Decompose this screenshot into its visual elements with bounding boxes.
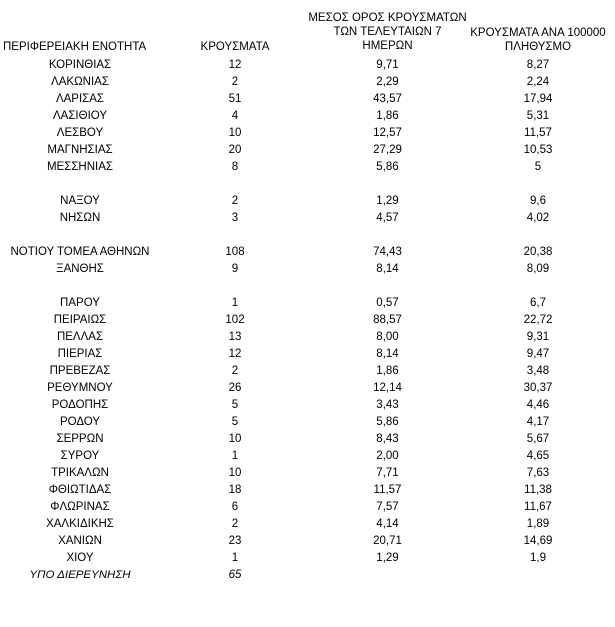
table-row: [0, 431, 615, 448]
cell-cases-per-100000: 11,57: [524, 127, 552, 139]
cell-seven-day-average: 88,57: [373, 314, 402, 326]
header-avg-line: ΜΕΣΟΣ ΟΡΟΣ ΚΡΟΥΣΜΑΤΩΝ: [308, 12, 467, 24]
cell-cases-per-100000: 10,53: [523, 144, 553, 156]
cell-cases: 10: [228, 467, 242, 479]
table-row: [0, 74, 615, 91]
cell-cases-per-100000: 8,27: [526, 59, 550, 71]
cell-seven-day-average: 27,29: [373, 144, 402, 156]
cell-region: ΣΥΡΟΥ: [60, 450, 100, 462]
header-seven-day-average: [300, 11, 475, 53]
cell-cases-per-100000: 4,02: [526, 212, 550, 224]
table-row: [0, 465, 615, 482]
header-avg-line: ΤΩΝ ΤΕΛΕΥΤΑΙΩΝ 7: [333, 26, 442, 38]
cell-cases-per-100000: 1,89: [526, 518, 550, 530]
cell-cases: 1: [231, 297, 239, 309]
cell-cases-per-100000: 9,47: [526, 348, 550, 360]
cell-cases-per-100000: 11,38: [524, 484, 552, 496]
cell-cases: 65: [228, 569, 242, 581]
cell-seven-day-average: 8,14: [376, 348, 399, 360]
cell-cases: 2: [231, 518, 239, 530]
cell-region: ΧΙΟΥ: [66, 552, 94, 564]
cell-cases-per-100000: 4,65: [526, 450, 550, 462]
cell-cases: 1: [231, 450, 239, 462]
cell-cases: 13: [228, 331, 242, 343]
cell-seven-day-average: 1,86: [376, 110, 399, 122]
cell-seven-day-average: 0,57: [376, 297, 399, 309]
table-row: [0, 193, 615, 210]
spacer-row: [0, 227, 615, 244]
cell-seven-day-average: 4,57: [376, 212, 399, 224]
cell-cases-per-100000: 2,24: [526, 76, 550, 88]
cell-seven-day-average: 5,86: [376, 161, 399, 173]
cell-seven-day-average: 1,29: [376, 552, 399, 564]
cell-region: ΜΑΓΝΗΣΙΑΣ: [47, 144, 113, 156]
table-row: [0, 244, 615, 261]
cell-cases-per-100000: 6,7: [530, 297, 546, 309]
table-row: [0, 567, 615, 584]
cell-cases: 20: [228, 144, 242, 156]
cell-seven-day-average: 43,57: [373, 93, 402, 105]
cell-cases-per-100000: 4,46: [526, 399, 550, 411]
header-region: ΠΕΡΙΦΕΡΕΙΑΚΗ ΕΝΟΤΗΤΑ: [3, 41, 147, 53]
cell-region: ΝΟΤΙΟΥ ΤΟΜΕΑ ΑΘΗΝΩΝ: [10, 246, 150, 258]
cell-region: ΤΡΙΚΑΛΩΝ: [51, 467, 109, 479]
cell-region: ΡΟΔΟΠΗΣ: [51, 399, 109, 411]
header-cases-per-100000: [458, 26, 615, 54]
table-row: [0, 499, 615, 516]
cell-seven-day-average: 1,86: [376, 365, 399, 377]
cell-cases-per-100000: 5: [534, 161, 542, 173]
cell-seven-day-average: 8,43: [376, 433, 399, 445]
table-row: [0, 108, 615, 125]
header-cases: ΚΡΟΥΣΜΑΤΑ: [200, 41, 270, 53]
cell-region: ΠΕΙΡΑΙΩΣ: [53, 314, 107, 326]
table-row: [0, 125, 615, 142]
cell-seven-day-average: 4,14: [376, 518, 399, 530]
cell-region: ΠΕΛΛΑΣ: [56, 331, 104, 343]
table-row: [0, 261, 615, 278]
cell-cases: 6: [231, 501, 239, 513]
cell-cases: 9: [231, 263, 239, 275]
cell-region: ΣΕΡΡΩΝ: [56, 433, 104, 445]
cell-seven-day-average: 1,29: [376, 195, 399, 207]
cell-cases: 2: [231, 195, 239, 207]
cell-seven-day-average: 12,57: [373, 127, 402, 139]
cell-region: ΞΑΝΘΗΣ: [56, 263, 104, 275]
cell-seven-day-average: 9,71: [376, 59, 399, 71]
cell-cases: 10: [228, 433, 242, 445]
cell-cases-per-100000: 5,67: [526, 433, 550, 445]
header-per-line: ΠΛΗΘΥΣΜΟ: [504, 41, 572, 53]
cell-region: ΥΠΟ ΔΙΕΡΕΥΝΗΣΗ: [29, 569, 131, 581]
cell-cases-per-100000: 9,31: [526, 331, 550, 343]
cell-cases: 108: [225, 246, 245, 258]
cell-cases-per-100000: 3,48: [526, 365, 550, 377]
cell-cases: 4: [231, 110, 239, 122]
header-avg-line: ΗΜΕΡΩΝ: [362, 40, 413, 52]
cell-seven-day-average: 74,43: [373, 246, 402, 258]
cell-seven-day-average: 7,57: [376, 501, 399, 513]
cell-cases: 23: [228, 535, 242, 547]
table-row: [0, 414, 615, 431]
cell-region: ΛΑΣΙΘΙΟΥ: [52, 110, 108, 122]
table-row: [0, 550, 615, 567]
table-row: [0, 142, 615, 159]
cell-seven-day-average: 20,71: [373, 535, 402, 547]
cell-cases: 1: [231, 552, 239, 564]
cell-seven-day-average: 12,14: [373, 382, 402, 394]
cell-seven-day-average: 5,86: [376, 416, 399, 428]
cell-cases: 18: [228, 484, 242, 496]
cell-region: ΠΙΕΡΙΑΣ: [57, 348, 103, 360]
cell-cases-per-100000: 22,72: [523, 314, 553, 326]
cell-cases: 12: [228, 348, 242, 360]
cell-region: ΛΑΡΙΣΑΣ: [55, 93, 105, 105]
cell-cases-per-100000: 1,9: [530, 552, 546, 564]
table-row: [0, 363, 615, 380]
table-row: [0, 448, 615, 465]
cell-cases: 8: [231, 161, 239, 173]
table-row: [0, 346, 615, 363]
table-body: [0, 57, 615, 584]
header-per-line: ΚΡΟΥΣΜΑΤΑ ΑΝΑ 100000: [470, 27, 606, 39]
cell-cases: 26: [228, 382, 242, 394]
cell-region: ΛΕΣΒΟΥ: [56, 127, 104, 139]
table-row: [0, 516, 615, 533]
cell-region: ΠΑΡΟΥ: [60, 297, 100, 309]
cell-cases: 3: [231, 212, 239, 224]
table-row: [0, 397, 615, 414]
cell-region: ΧΑΝΙΩΝ: [58, 535, 102, 547]
table-row: [0, 57, 615, 74]
cell-cases-per-100000: 30,37: [523, 382, 553, 394]
cell-seven-day-average: 8,00: [376, 331, 399, 343]
cell-region: ΛΑΚΩΝΙΑΣ: [51, 76, 109, 88]
cell-region: ΝΑΞΟΥ: [60, 195, 100, 207]
cell-region: ΝΗΣΩΝ: [59, 212, 101, 224]
cell-region: ΡΕΘΥΜΝΟΥ: [47, 382, 113, 394]
table-row: [0, 380, 615, 397]
cell-cases-per-100000: 9,6: [530, 195, 546, 207]
cell-cases: 2: [231, 76, 239, 88]
cell-region: ΡΟΔΟΥ: [59, 416, 101, 428]
table-row: [0, 482, 615, 499]
cell-seven-day-average: 3,43: [376, 399, 399, 411]
cell-seven-day-average: 2,29: [376, 76, 399, 88]
cell-cases-per-100000: 8,09: [526, 263, 550, 275]
table-row: [0, 533, 615, 550]
cell-region: ΜΕΣΣΗΝΙΑΣ: [46, 161, 114, 173]
cell-cases-per-100000: 7,63: [526, 467, 550, 479]
table-row: [0, 295, 615, 312]
table-row: [0, 210, 615, 227]
cell-cases: 5: [231, 399, 239, 411]
spacer-row: [0, 176, 615, 193]
cell-region: ΠΡΕΒΕΖΑΣ: [49, 365, 111, 377]
spacer-row: [0, 278, 615, 295]
cell-cases-per-100000: 17,94: [523, 93, 553, 105]
cell-cases: 5: [231, 416, 239, 428]
cell-region: ΦΘΙΩΤΙΔΑΣ: [48, 484, 112, 496]
cell-seven-day-average: 11,57: [373, 484, 402, 496]
cell-seven-day-average: 8,14: [376, 263, 399, 275]
table-row: [0, 91, 615, 108]
cell-seven-day-average: 7,71: [376, 467, 399, 479]
cell-cases-per-100000: 5,31: [526, 110, 550, 122]
cell-cases-per-100000: 11,67: [524, 501, 552, 513]
cell-cases-per-100000: 20,38: [523, 246, 553, 258]
cell-cases: 2: [231, 365, 239, 377]
cell-region: ΦΛΩΡΙΝΑΣ: [50, 501, 110, 513]
cell-region: ΧΑΛΚΙΔΙΚΗΣ: [46, 518, 114, 530]
cell-region: ΚΟΡΙΝΘΙΑΣ: [48, 59, 112, 71]
table-row: [0, 312, 615, 329]
cell-cases: 51: [228, 93, 242, 105]
cell-cases-per-100000: 4,17: [526, 416, 550, 428]
table-row: [0, 329, 615, 346]
cell-cases: 102: [225, 314, 245, 326]
table-row: [0, 159, 615, 176]
cell-cases: 10: [228, 127, 242, 139]
cell-seven-day-average: 2,00: [376, 450, 399, 462]
cell-cases-per-100000: 14,69: [523, 535, 553, 547]
cell-cases: 12: [228, 59, 242, 71]
